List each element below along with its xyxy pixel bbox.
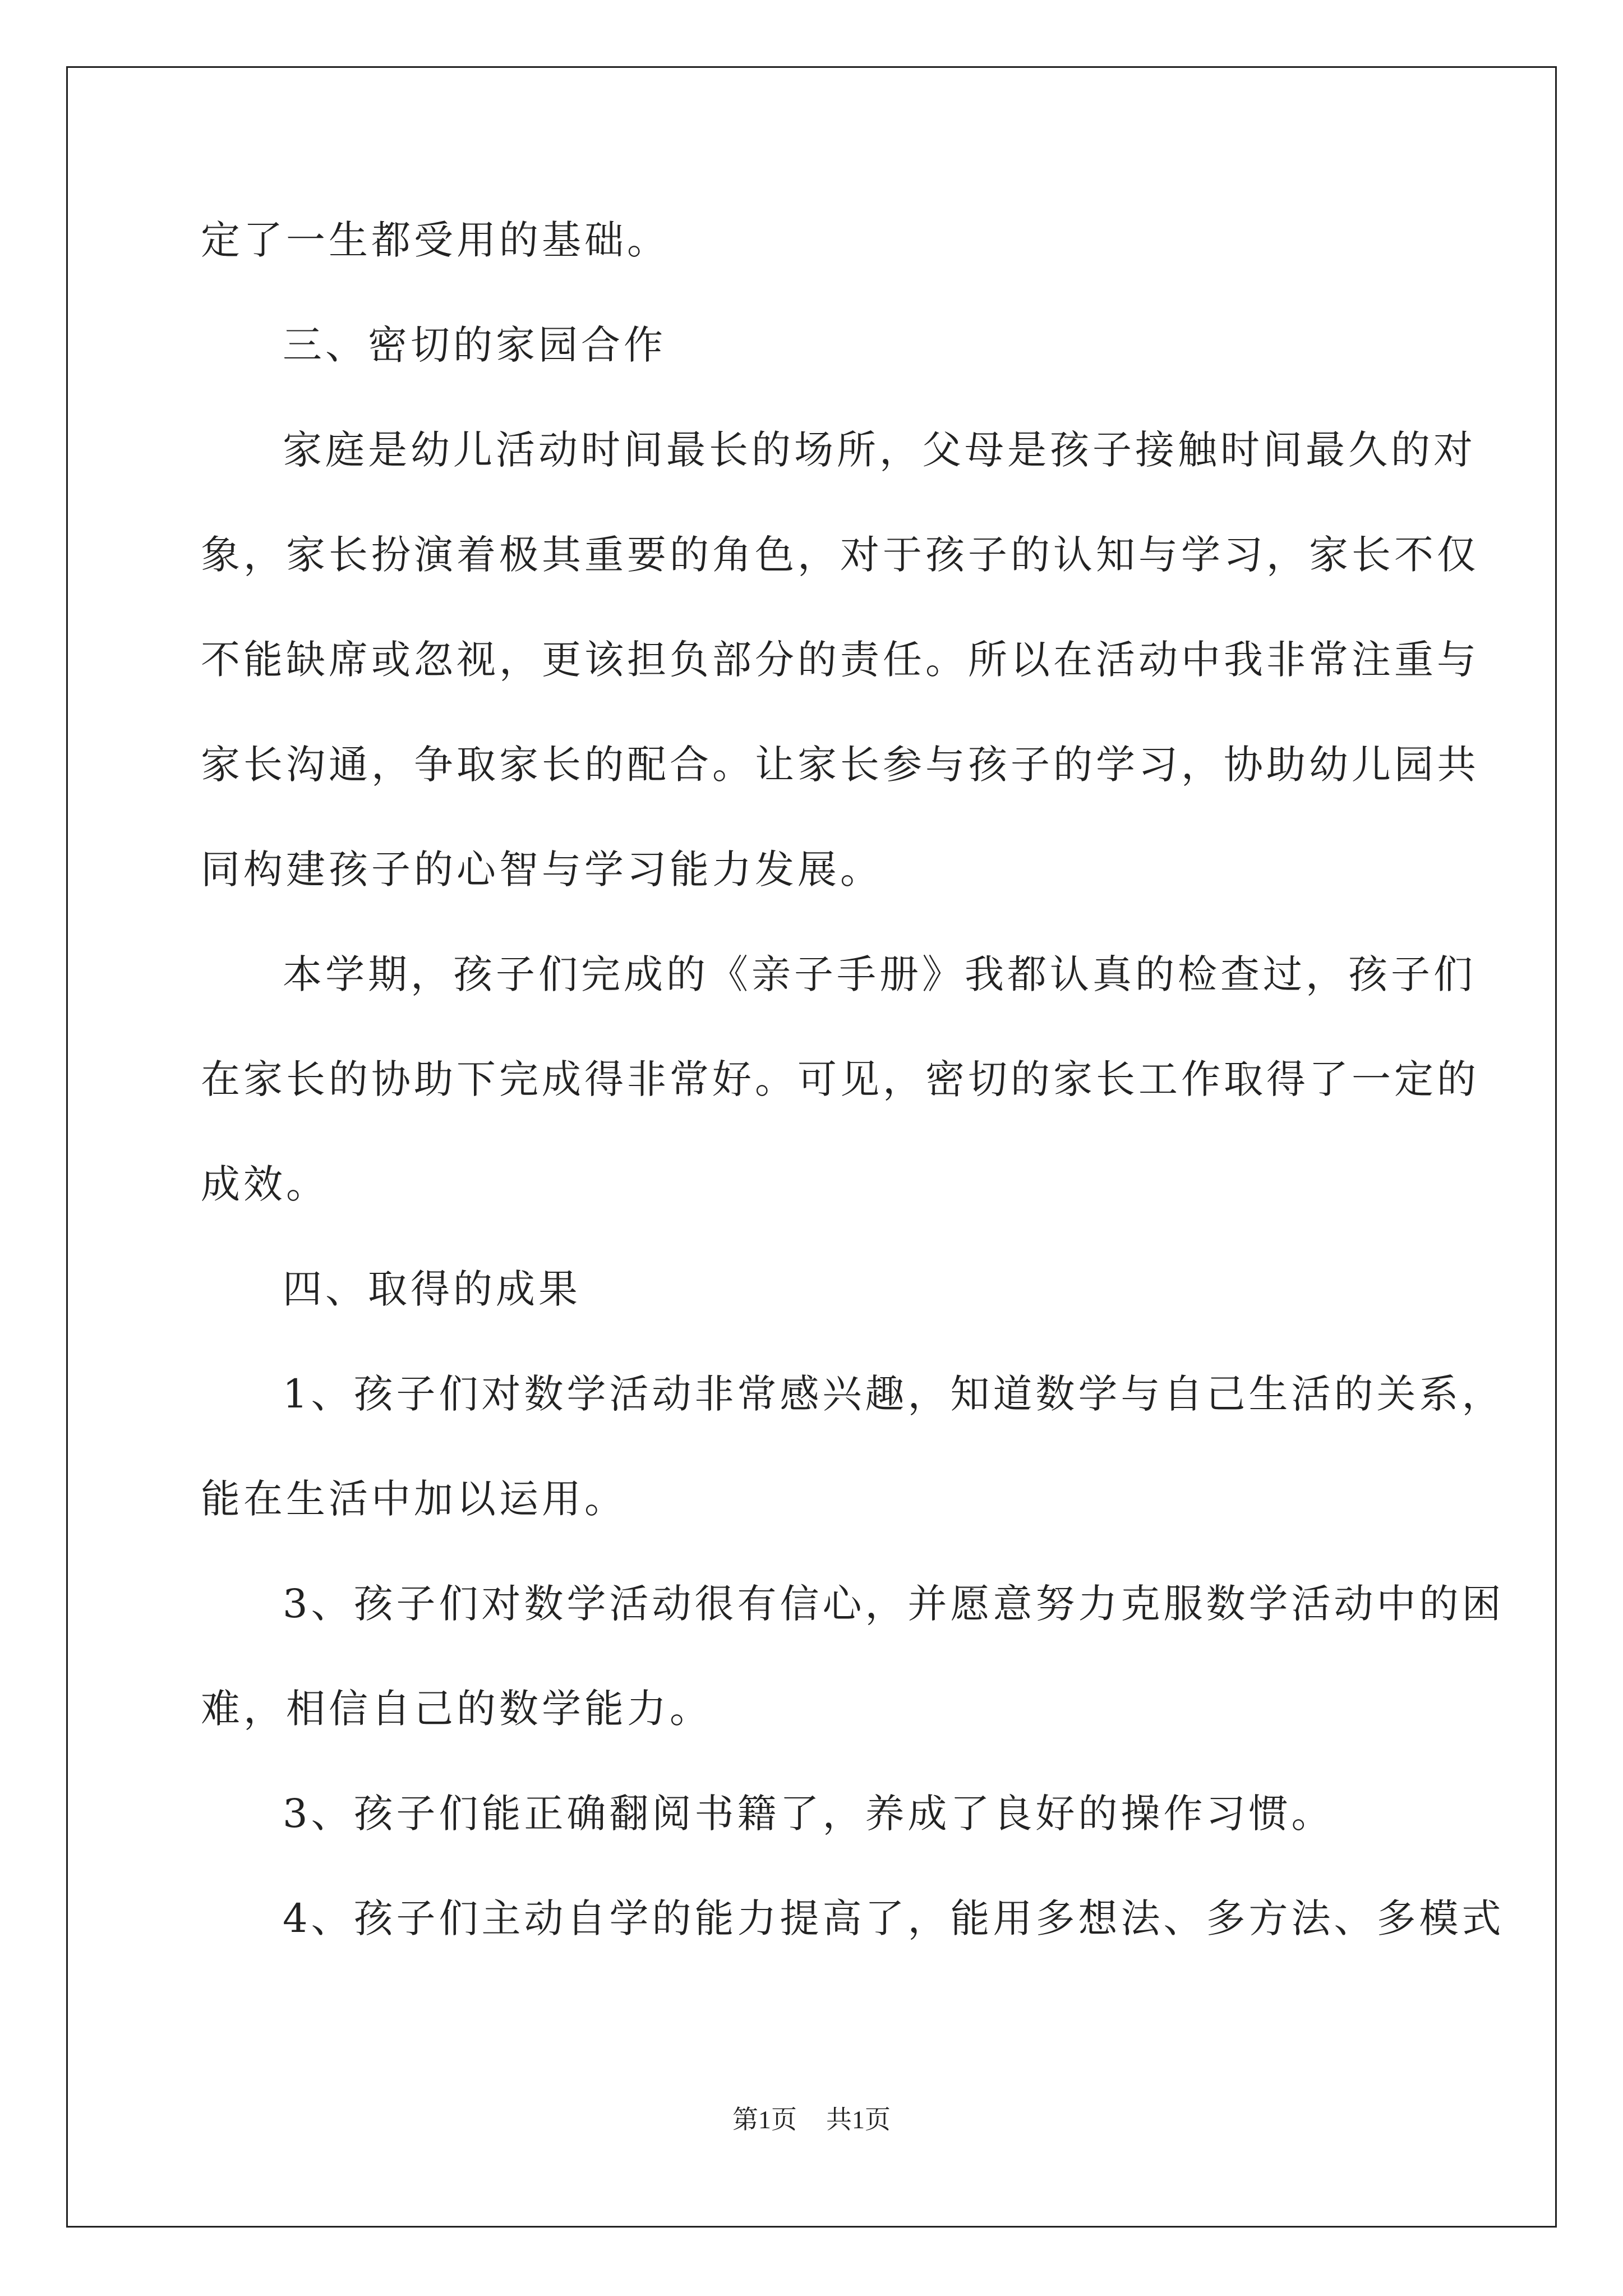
list-item: 4、孩子们主动自学的能力提高了，能用多想法、多方法、多模式 [283,1895,1505,1941]
text-line: 同构建孩子的心智与学习能力发展。 [201,846,883,892]
text-line: 家长沟通，争取家长的配合。让家长参与孩子的学习，协助幼儿园共 [201,742,1479,788]
list-item: 3、孩子们能正确翻阅书籍了，养成了良好的操作习惯。 [283,1791,1334,1837]
text-line: 不能缺席或忽视，更该担负部分的责任。所以在活动中我非常注重与 [201,637,1479,683]
text-line: 本学期，孩子们完成的《亲子手册》我都认真的检查过，孩子们 [283,951,1476,997]
section-heading: 三、密切的家园合作 [283,322,666,368]
list-item: 3、孩子们对数学活动很有信心，并愿意努力克服数学活动中的困 [283,1581,1505,1627]
text-line: 定了一生都受用的基础。 [201,217,670,263]
text-line: 象，家长扮演着极其重要的角色，对于孩子的认知与学习，家长不仅 [201,532,1479,578]
text-line: 成效。 [201,1161,329,1207]
page-footer [0,2099,1623,2136]
text-line: 在家长的协助下完成得非常好。可见，密切的家长工作取得了一定的 [201,1056,1479,1102]
page-number: 第1页 [732,2105,797,2134]
text-line: 难，相信自己的数学能力。 [201,1686,712,1732]
text-line: 能在生活中加以运用。 [201,1476,627,1522]
section-heading: 四、取得的成果 [283,1266,581,1312]
list-item: 1、孩子们对数学活动非常感兴趣，知道数学与自己生活的关系， [283,1371,1505,1417]
text-line: 家庭是幼儿活动时间最长的场所，父母是孩子接触时间最久的对 [283,427,1476,473]
page-total: 共1页 [826,2105,891,2134]
